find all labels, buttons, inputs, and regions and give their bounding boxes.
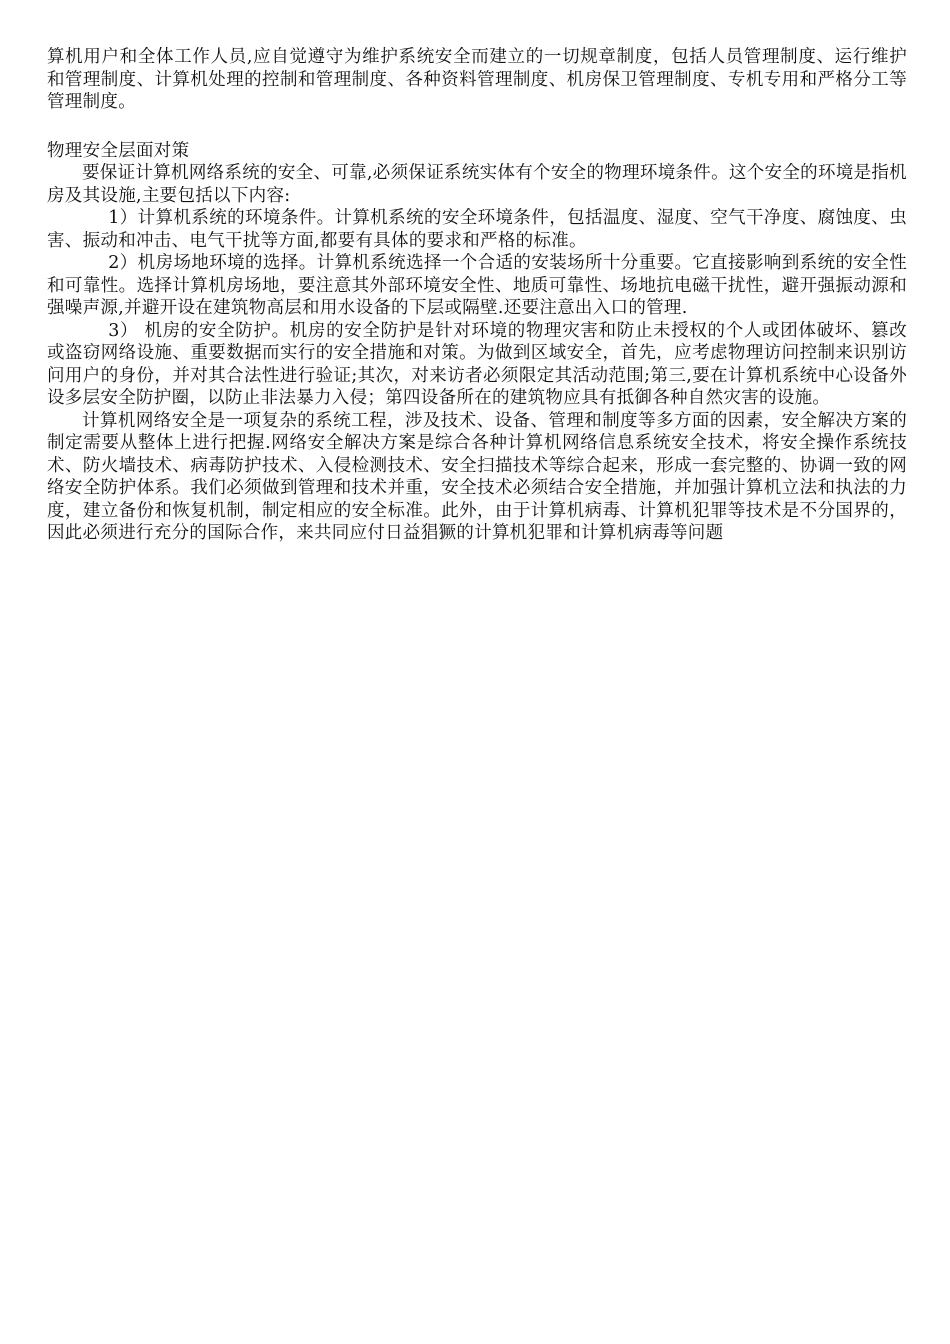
list-item-environment-conditions: 1）计算机系统的环境条件。计算机系统的安全环境条件，包括温度、湿度、空气干净度、腐蚀度、虫害、振动和冲击、电气干扰等方面,都要有具体的要求和严格的标准。 bbox=[47, 208, 907, 251]
list-item-site-selection: 2）机房场地环境的选择。计算机系统选择一个合适的安装场所十分重要。它直接影响到系统的安全性和可靠性。选择计算机房场地，要注意其外部环境安全性、地质可靠性、场地抗电磁干扰性，避开强振动源和强噪声源,并避开设在建筑物高层和用水设备的下层或隔壁.还要注意出入口的管理. bbox=[47, 253, 907, 318]
list-item-room-protection: 3） 机房的安全防护。机房的安全防护是针对环境的物理灾害和防止未授权的个人或团体破坏、篡改或盗窃网络设施、重要数据而实行的安全措施和对策。为做到区域安全，首先，应考虑物理访问控制来识别访问用户的身份，并对其合法性进行验证;其次，对来访者必须限定其活动范围;第三,要在计算机系统中心设备外设多层安全防护圈，以防止非法暴力入侵；第四设备所在的建筑物应具有抵御各种自然灾害的设施。 bbox=[47, 320, 907, 408]
document-body bbox=[47, 46, 907, 545]
paragraph-physical-intro: 要保证计算机网络系统的安全、可靠,必须保证系统实体有个安全的物理环境条件。这个安全的环境是指机房及其设施,主要包括以下内容: bbox=[47, 163, 907, 206]
paragraph-network-security-summary: 计算机网络安全是一项复杂的系统工程，涉及技术、设备、管理和制度等多方面的因素，安全解决方案的制定需要从整体上进行把握.网络安全解决方案是综合各种计算机网络信息系统安全技术，将安全操作系统技术、防火墙技术、病毒防护技术、入侵检测技术、安全扫描技术等综合起来，形成一套完整的、协调一致的网络安全防护体系。我们必须做到管理和技术并重，安全技术必须结合安全措施，并加强计算机立法和执法的力度，建立备份和恢复机制，制定相应的安全标准。此外，由于计算机病毒、计算机犯罪等技术是不分国界的，因此必须进行充分的国际合作，来共同应付日益猖獗的计算机犯罪和计算机病毒等问题 bbox=[47, 410, 907, 543]
section-heading-physical-security: 物理安全层面对策 bbox=[47, 140, 190, 161]
paragraph-regulations: 算机用户和全体工作人员,应自觉遵守为维护系统安全而建立的一切规章制度，包括人员管理制度、运行维护和管理制度、计算机处理的控制和管理制度、各种资料管理制度、机房保卫管理制度、专机专用和严格分工等管理制度。 bbox=[47, 47, 907, 112]
